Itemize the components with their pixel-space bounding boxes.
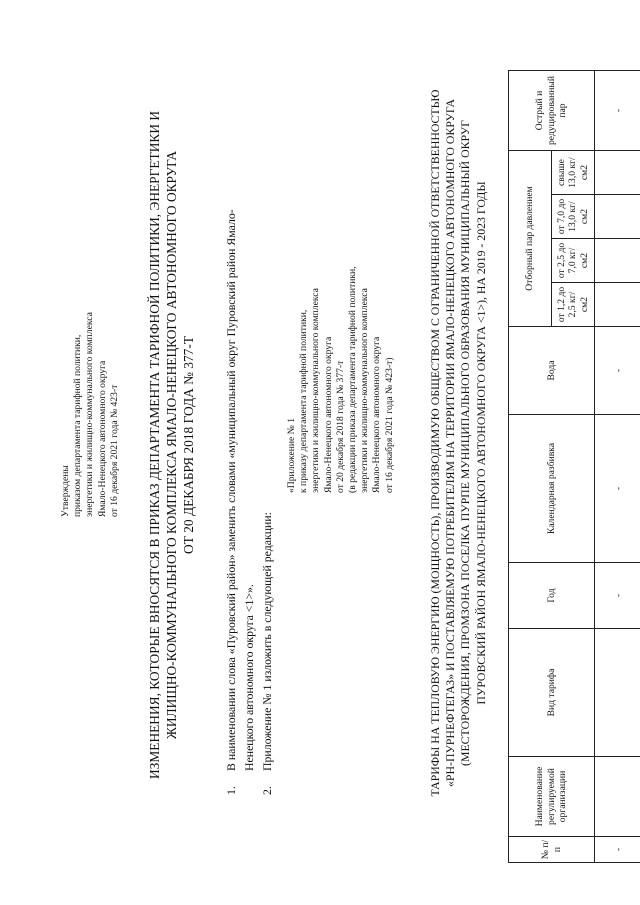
header-hot-steam: Острый и редуцированный пар (509, 71, 595, 151)
amendment-list (222, 75, 276, 795)
appendix-line: Ямало-Ненецкого автономного округа (322, 336, 334, 493)
appendix-line: от 16 декабря 2021 года № 423-т) (383, 357, 395, 493)
header-steam-group: Отборный пар давлением (509, 151, 552, 327)
appendix-line: от 20 декабря 2018 года № 377-т (334, 360, 346, 493)
appendix-header (286, 133, 396, 493)
cell-breakdown: - (595, 415, 640, 563)
header-steam-2: от 2,5 до 7,0 кг/см2 (552, 239, 595, 283)
appendix-line: (в редакции приказа департамента тарифной политики, (347, 266, 359, 493)
tariff-title (428, 43, 489, 843)
header-steam-3: от 7,0 до 13,0 кг/см2 (552, 195, 595, 239)
approval-line: Ямало-Ненецкого автономного округа (96, 360, 108, 517)
appendix-line: к приказу департамента тарифной политики, (298, 309, 310, 493)
document-title (146, 55, 197, 835)
item-line: Приложение № 1 изложить в следующей редакции: (260, 512, 274, 771)
header-breakdown: Календарная разбивка (509, 415, 595, 563)
header-steam-1: от 1,2 до 2,5 кг/см2 (552, 283, 595, 327)
title-line: ЖИЛИЩНО-КОММУНАЛЬНОГО КОМПЛЕКСА ЯМАЛО-НЕНЕЦКОГО АВТОНОМНОГО ОКРУГА (164, 150, 179, 740)
approval-line: энергетики и жилищно-коммунального комплекса (84, 312, 96, 517)
cell-num: - (595, 837, 640, 863)
cell-tariff-type (595, 629, 640, 757)
cell-org (595, 757, 640, 837)
approval-line: от 16 декабря 2021 года № 423-т (108, 384, 120, 517)
amendment-item (258, 75, 276, 795)
appendix-line: Ямало-Ненецкого автономного округа (371, 336, 383, 493)
title-line: ИЗМЕНЕНИЯ, КОТОРЫЕ ВНОСЯТСЯ В ПРИКАЗ ДЕПАРТАМЕНТА ТАРИФНОЙ ПОЛИТИКИ, ЭНЕРГЕТИКИ И (147, 110, 162, 780)
approval-line: приказом департамента тарифной политики, (72, 334, 84, 517)
header-year: Год (509, 563, 595, 629)
cell-steam-2 (595, 239, 640, 283)
title-line: ОТ 20 ДЕКАБРЯ 2018 ГОДА № 377-Т (181, 336, 196, 554)
cell-water: - (595, 327, 640, 415)
approval-stamp (60, 187, 121, 517)
header-water: Вода (509, 327, 595, 415)
cell-year: - (595, 563, 640, 629)
cell-steam-1 (595, 283, 640, 327)
tariff-title-line: «РН-ПУРНЕФТЕГАЗ» И ПОСТАВЛЯЕМУЮ ПОТРЕБИТЕЛЯМ НА ТЕРРИТОРИИ ЯМАЛО-НЕНЕЦКОГО АВТОНОМНОГО ОКРУГА (443, 99, 458, 787)
appendix-line: энергетики и жилищно-коммунального комплекса (310, 288, 322, 493)
tariff-table (508, 70, 640, 863)
appendix-line: энергетики и жилищно-коммунального комплекса (359, 288, 371, 493)
item-number: 1. (224, 786, 238, 795)
item-number: 2. (260, 786, 274, 795)
tariff-title-line: ТАРИФЫ НА ТЕПЛОВУЮ ЭНЕРГИЮ (МОЩНОСТЬ), ПРОИЗВОДИМУЮ ОБЩЕСТВОМ С ОГРАНИЧЕННОЙ ОТВЕТСТВЕННОСТЬЮ (428, 89, 442, 797)
header-steam-4: свыше 13,0 кг/см2 (552, 151, 595, 195)
amendment-item (222, 75, 258, 795)
cell-steam-4 (595, 151, 640, 195)
tariff-title-line: (МЕСТОРОЖДЕНИЯ, ПРОМЗОНА ПОСЕЛКА ПУРПЕ МУНИЦИПАЛЬНОГО ОБРАЗОВАНИЯ МУНИЦИПАЛЬНЫЙ ОКРУГ (458, 120, 473, 766)
cell-hot-steam: - (595, 71, 640, 151)
appendix-line: «Приложение № 1 (286, 417, 297, 493)
table-row (595, 71, 640, 863)
approval-line: Утверждены (60, 465, 71, 517)
item-line: В наименовании слова «Пуровский район» заменить словами «муниципальный округ Пуровский район Ямало- (224, 209, 238, 771)
header-num: № п/п (509, 837, 595, 863)
item-line: Ненецкого автономного округа <1>». (242, 584, 256, 771)
table-header-row (509, 71, 552, 863)
cell-steam-3 (595, 195, 640, 239)
tariff-title-line: ПУРОВСКИЙ РАЙОН ЯМАЛО-НЕНЕЦКОГО АВТОНОМНОГО ОКРУГА <1>), НА 2019 - 2023 ГОДЫ (473, 181, 488, 705)
header-tariff-type: Вид тарифа (509, 629, 595, 757)
header-org: Наименование регулируемой организации (509, 757, 595, 837)
